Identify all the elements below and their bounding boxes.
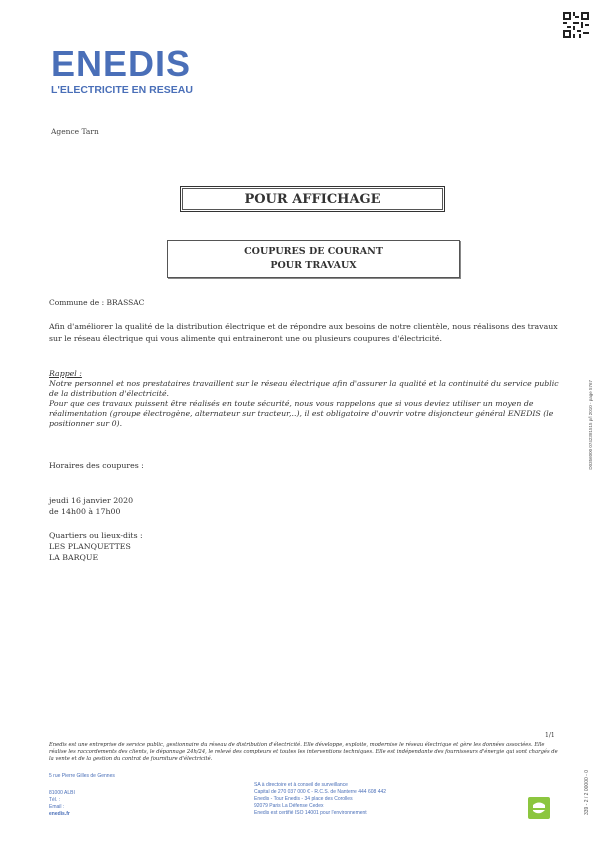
company-line: Enedis est certifié ISO 14001 pour l'environnement <box>254 810 367 816</box>
brand-tagline: L'ELECTRICITE EN RESEAU <box>51 84 193 96</box>
rappel-paragraph-1: Notre personnel et nos prestataires travaillent sur le réseau électrique afin d'assurer la qualité et la continuité du service public de la distribution d'électricité. <box>49 379 559 398</box>
commune-line: Commune de : BRASSAC <box>49 298 145 307</box>
company-info <box>254 782 386 817</box>
company-line: SA à directoire et à conseil de surveillance <box>254 782 348 788</box>
address-city: 81000 ALBI <box>49 790 75 796</box>
place-item: LA BARQUE <box>49 553 99 562</box>
places-label: Quartiers ou lieux-dits : <box>49 531 143 540</box>
brand-logo: ENEDIS <box>51 43 192 84</box>
schedule-date: jeudi 16 janvier 2020 <box>49 496 134 505</box>
address-tel: Tél. : <box>49 797 61 803</box>
website-link[interactable]: enedis.fr <box>49 811 70 817</box>
places-block <box>49 530 143 563</box>
rappel-title: Rappel : <box>49 369 82 378</box>
company-line: Capital de 270 037 000 € - R.C.S. de Nanterre 444 608 442 <box>254 789 387 795</box>
footer-legal: Enedis est une entreprise de service public, gestionnaire du réseau de distribution d'électricité. Elle développe, exploite, modernise le réseau électrique et gère les données associées. Elle réalise les raccordements des clients, le dépannage 24h/24, le relevé des compteurs et toutes les interventions techniques. Elle est indépendante des fournisseurs d'énergie qui sont chargés de la vente et de la gestion du contrat de fourniture d'électricité. <box>49 742 558 762</box>
enedis-mark-icon <box>528 797 550 819</box>
agency-name: Agence Tarn <box>51 127 99 136</box>
company-line: 92079 Paris La Défense Cedex <box>254 803 324 809</box>
rappel-block <box>49 379 561 429</box>
company-line: Enedis - Tour Enedis - 34 place des Corolles <box>254 796 353 802</box>
coupures-title: COUPURES DE COURANT <box>244 246 383 257</box>
qr-code-icon <box>563 12 589 38</box>
address-street: 5 rue Pierre Gilles de Gennes <box>49 773 115 779</box>
intro-paragraph: Afin d'améliorer la qualité de la distribution électrique et de répondre aux besoins de notre clientèle, nous réalisons des travaux sur le réseau électrique qui vous alimente qui entraineront une ou plusieurs coupures d'électricité. <box>49 322 558 343</box>
address-block <box>49 790 75 818</box>
address-email: Email : <box>49 804 65 810</box>
affichage-title: POUR AFFICHAGE <box>244 191 381 207</box>
horaires-label: Horaires des coupures : <box>49 461 144 470</box>
page-number: 1/1 <box>545 732 555 739</box>
side-reference: D0356000 0742381515 p/l 2010 - page 5767 <box>588 380 593 470</box>
side-bottom-reference: 339 - 2 / 2 00000 - 0 <box>584 770 590 816</box>
place-item: LES PLANQUETTES <box>49 542 131 551</box>
coupures-box <box>167 240 460 278</box>
rappel-paragraph-2: Pour que ces travaux puissent être réalisés en toute sécurité, nous vous rappelons que si vous deviez utiliser un moyen de réalimentation (groupe électrogène, alternateur sur tracteur,..), il est obligatoire d'ouvrir votre disjoncteur général ENEDIS (le positionner sur 0). <box>49 399 554 428</box>
corner-mark <box>0 0 12 12</box>
schedule-time: de 14h00 à 17h00 <box>49 507 121 516</box>
travaux-title: POUR TRAVAUX <box>270 260 357 271</box>
schedule-block <box>49 495 133 517</box>
affichage-box <box>180 186 445 212</box>
